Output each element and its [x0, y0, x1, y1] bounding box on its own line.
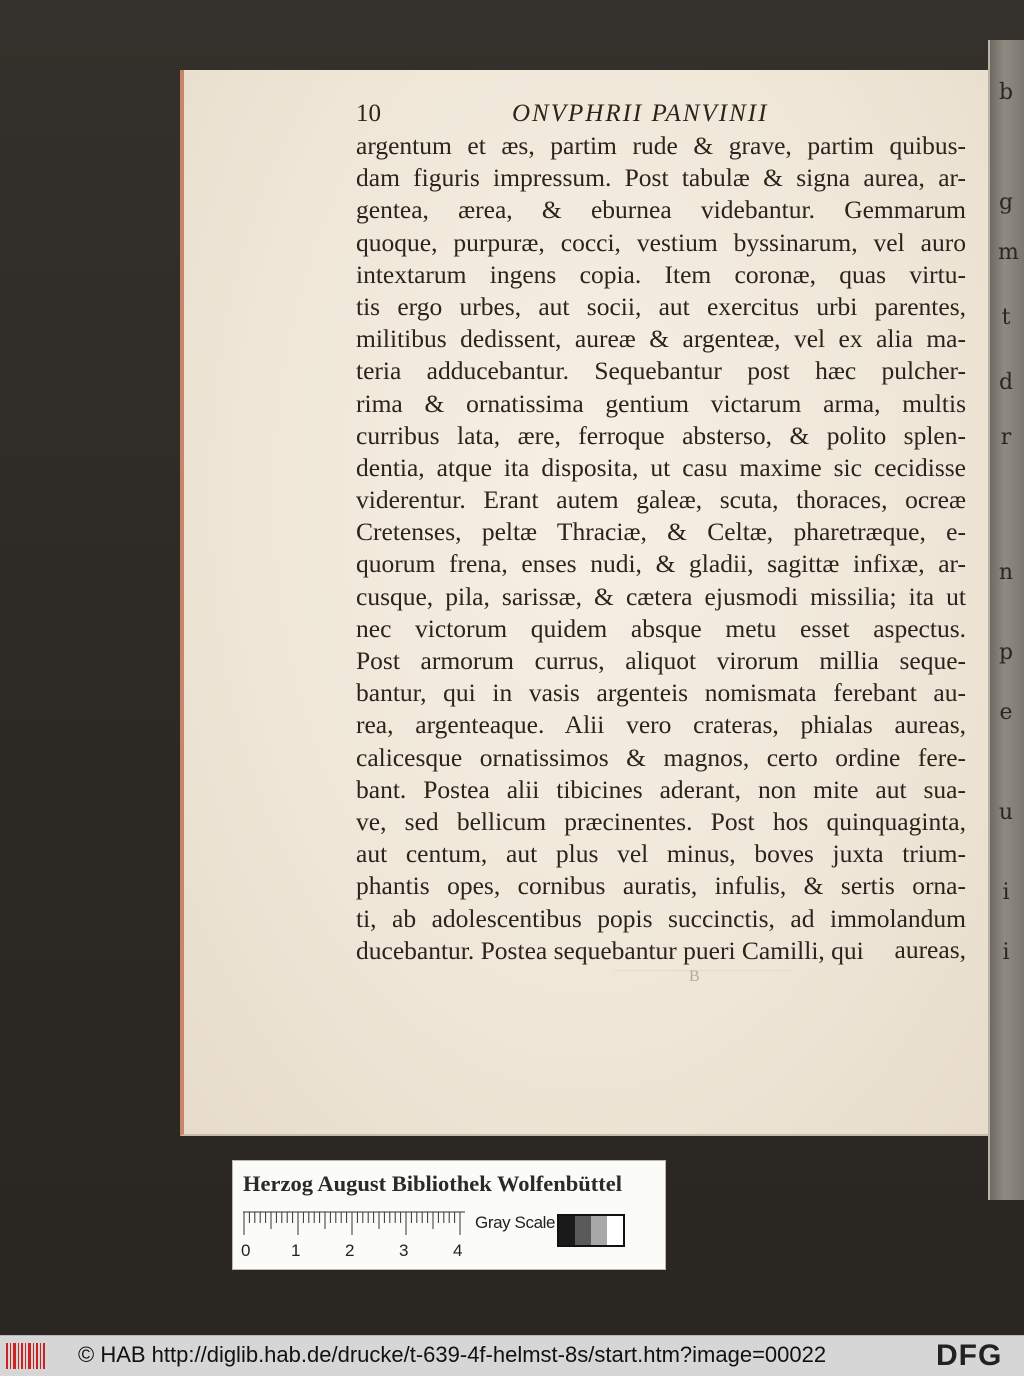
- text-line: viderentur. Erant autem galeæ, scuta, thoraces, ocreæ: [356, 485, 966, 515]
- text-line: rea, argenteaque. Alii vero crateras, phialas aureas,: [356, 710, 966, 740]
- running-title: ONVPHRII PANVINII: [512, 100, 769, 127]
- book-page: [180, 70, 988, 1136]
- edge-glyph: d: [998, 370, 1014, 395]
- text-line: intextarum ingens copia. Item coronæ, quas virtu-: [356, 259, 966, 289]
- ruler-number: 2: [345, 1241, 355, 1260]
- running-header: [356, 98, 826, 132]
- edge-glyph: r: [1000, 425, 1012, 450]
- text-line: rima & ornatissima gentium victarum arma, multis: [356, 388, 966, 418]
- signature-mark: B: [689, 968, 700, 985]
- text-line: Post armorum currus, aliquot virorum millia seque-: [356, 646, 966, 675]
- citation-link[interactable]: © HAB http://diglib.hab.de/drucke/t-639-4f-helmst-8s/start.htm?image=00022: [78, 1342, 827, 1367]
- text-line: ducebantur. Postea sequebantur pueri Camilli, qui: [356, 935, 864, 965]
- text-line: quoque, purpuræ, cocci, vestium byssinarum, vel auro: [356, 227, 966, 257]
- edge-glyph: e: [999, 700, 1013, 725]
- text-line: curribus lata, ære, ferroque abstersо, & polito splen-: [356, 420, 966, 450]
- text-line: cusque, pila, sarissæ, & cætera ejusmodi missilia; ita ut: [356, 581, 966, 611]
- ruler-number: 1: [291, 1241, 301, 1260]
- ruler-scale: [243, 1211, 465, 1237]
- gray-scale-swatches: [557, 1214, 625, 1247]
- dfg-logo: DFG: [936, 1339, 1003, 1372]
- ruler-number: 0: [241, 1241, 251, 1260]
- text-line: argentum et æs, partim rude & grave, partim quibus-: [356, 131, 966, 160]
- gray-swatch: [575, 1216, 591, 1245]
- text-line: phantis opes, cornibus auratis, infulis, & sertis orna-: [356, 871, 966, 901]
- text-line: ti, ab adolescentibus popis succinctis, ad immolandum: [356, 903, 966, 933]
- library-label-card: [232, 1160, 666, 1270]
- text-line: calicesque ornatissimos & magnos, certo ordine fere-: [356, 742, 966, 772]
- text-line: militibus dedissent, aureæ & argenteæ, vel ex alia ma-: [356, 324, 966, 354]
- text-line: quorum frena, enses nudi, & gladii, sagittæ infixæ, ar-: [356, 549, 966, 579]
- bleed-through: [614, 970, 794, 985]
- gray-swatch: [559, 1216, 575, 1245]
- text-line: gentea, ærea, & eburnea videbantur. Gemmarum: [356, 195, 966, 225]
- ruler-number: 4: [453, 1241, 463, 1260]
- ruler-numbers: [241, 1241, 481, 1263]
- text-line: nec victorum quidem absque metu esset aspectus.: [356, 613, 966, 643]
- edge-glyph: u: [998, 800, 1014, 825]
- page-number: 10: [356, 100, 381, 127]
- ruler-number: 3: [399, 1241, 409, 1260]
- edge-glyph: n: [998, 560, 1014, 585]
- text-line: dam figuris impressum. Post tabulæ & signa aurea, ar-: [356, 163, 966, 193]
- library-name: Herzog August Bibliothek Wolfenbüttel: [243, 1171, 622, 1196]
- catchword: aureas,: [894, 935, 966, 964]
- edge-glyph: i: [1002, 880, 1010, 905]
- text-line: teria adducebantur. Sequebantur post hæc pulcher-: [356, 356, 966, 386]
- edge-glyph: t: [1001, 305, 1011, 330]
- edge-glyph: i: [1002, 940, 1010, 965]
- text-line: dentia, atque ita disposita, ut casu maxime sic cecidisse: [356, 452, 966, 482]
- gray-swatch: [607, 1216, 623, 1245]
- footer-bar: [0, 1335, 1024, 1376]
- text-line: bant. Postea alii tibicines aderant, non mite aut sua-: [356, 774, 966, 804]
- gray-scale-label: Gray Scale: [475, 1213, 556, 1232]
- edge-glyph: g: [998, 190, 1014, 215]
- gray-swatch: [591, 1216, 607, 1245]
- adjacent-page-edge: [988, 40, 1024, 1200]
- text-line: aut centum, aut plus vel minus, boves juxta trium-: [356, 839, 966, 869]
- text-line: Cretenses, peltæ Thraciæ, & Celtæ, pharetræque, e-: [356, 517, 966, 547]
- edge-glyph: m: [998, 240, 1019, 265]
- barcode-icon: [6, 1343, 46, 1369]
- text-line: ve, sed bellicum præcinentes. Post hos quinquaginta,: [356, 806, 966, 836]
- edge-glyph: p: [998, 640, 1014, 665]
- text-line: tis ergo urbes, aut socii, aut exercitus urbi parentes,: [356, 291, 966, 321]
- text-line: bantur, qui in vasis argenteis nomismata ferebant au-: [356, 678, 966, 708]
- edge-glyph: b: [998, 80, 1014, 105]
- body-text: [356, 130, 966, 967]
